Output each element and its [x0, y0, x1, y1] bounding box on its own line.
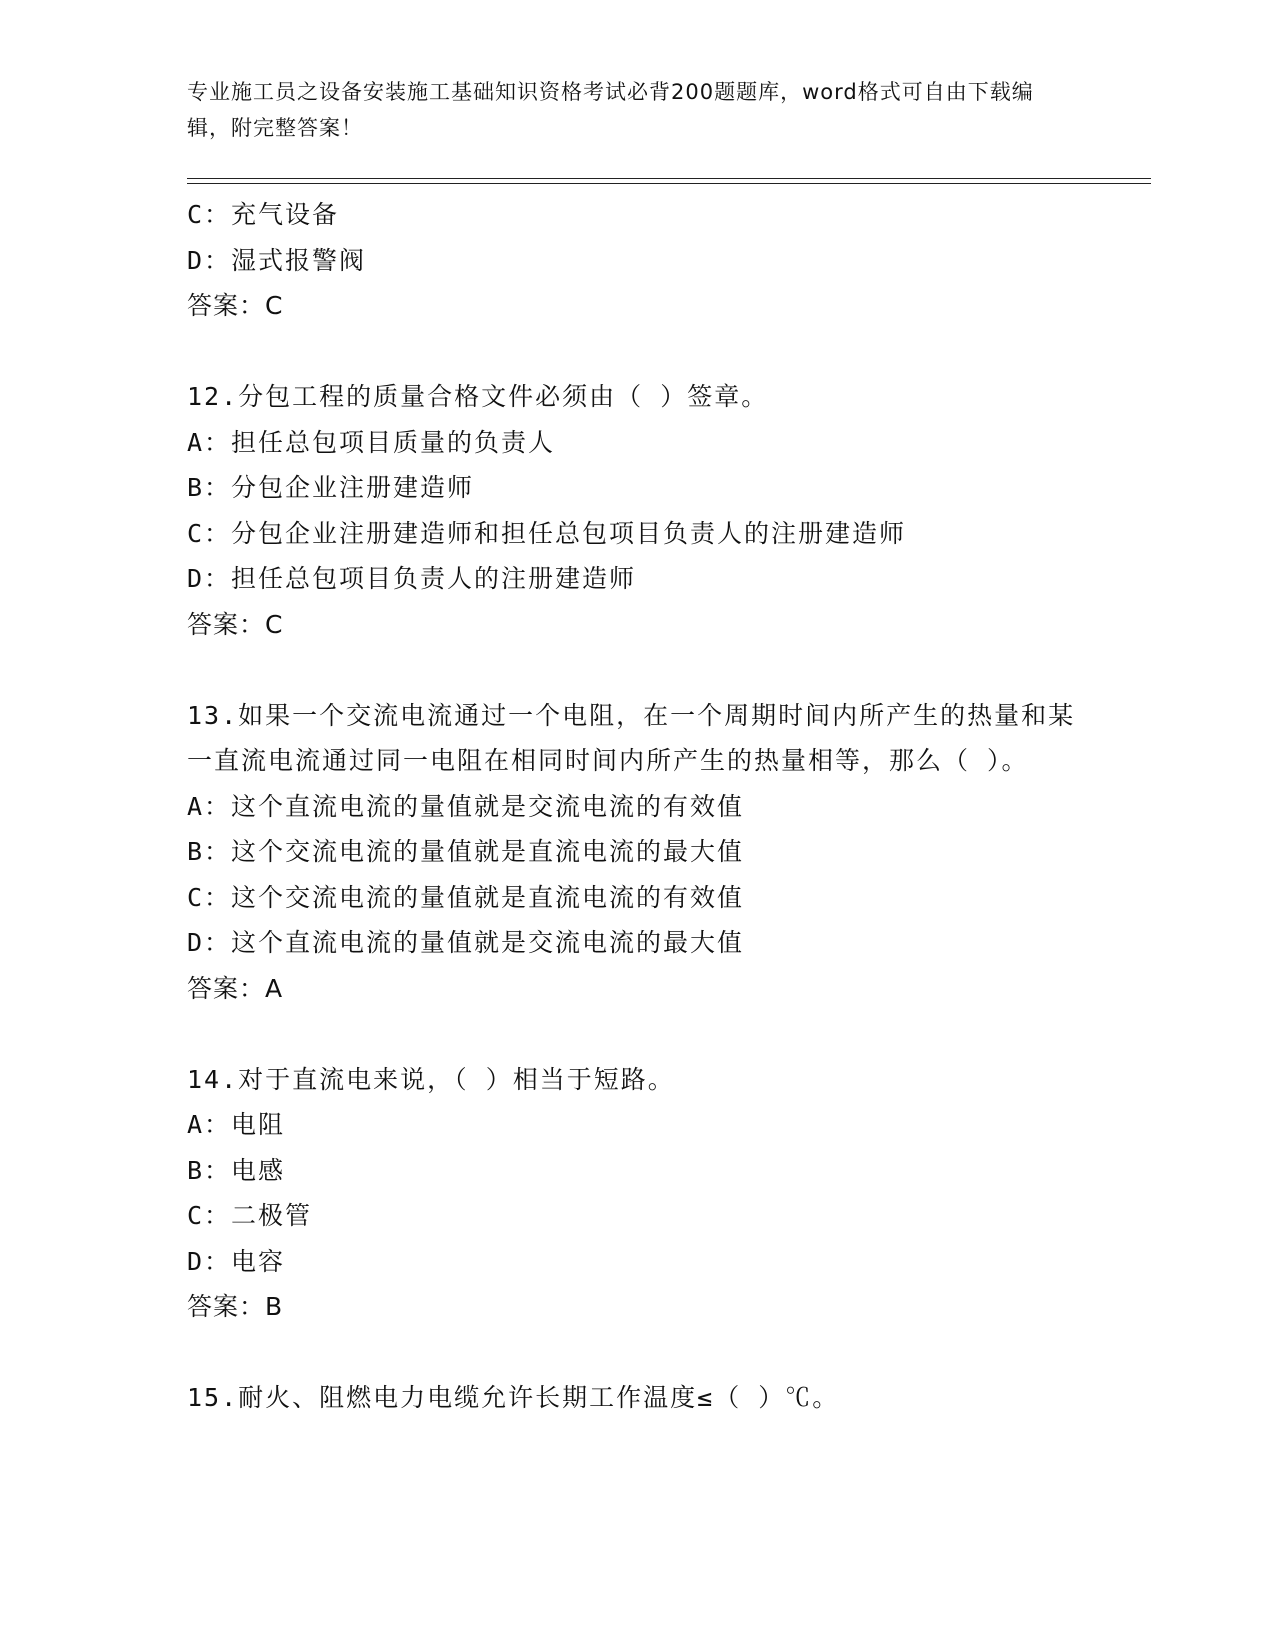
header-divider-top: [187, 178, 1151, 179]
spacer: [187, 1330, 1147, 1376]
spacer: [187, 1011, 1147, 1057]
spacer: [187, 647, 1147, 693]
option-c: C：分包企业注册建造师和担任总包项目负责人的注册建造师: [187, 518, 907, 548]
document-header: 专业施工员之设备安装施工基础知识资格考试必背200题题库，word格式可自由下载编辑，附完整答案！: [187, 80, 1034, 140]
question-12: [187, 374, 1147, 647]
answer-line: 答案：C: [187, 291, 284, 320]
option-c: C：这个交流电流的量值就是直流电流的有效值: [187, 882, 745, 912]
question-content: [187, 192, 1147, 1421]
option-d: D：这个直流电流的量值就是交流电流的最大值: [187, 928, 745, 957]
spacer: [187, 329, 1147, 375]
question-15: [187, 1375, 1147, 1421]
answer-line: 答案：B: [187, 1292, 284, 1321]
option-c: C：充气设备: [187, 200, 340, 229]
header-divider-bottom: [187, 183, 1151, 184]
option-b: B：电感: [187, 1155, 286, 1185]
option-a: A：担任总包项目质量的负责人: [187, 427, 556, 457]
question-14: [187, 1057, 1147, 1330]
question-stem: 15.耐火、阻燃电力电缆允许长期工作温度≤（ ）℃。: [187, 1383, 840, 1412]
option-a: A：电阻: [187, 1110, 286, 1139]
answer-line: 答案：C: [187, 609, 284, 639]
option-a: A：这个直流电流的量值就是交流电流的有效值: [187, 791, 745, 821]
option-d: D：湿式报警阀: [187, 245, 367, 275]
question-11-continuation: [187, 192, 1147, 329]
option-b: B：分包企业注册建造师: [187, 473, 475, 502]
question-stem: 12.分包工程的质量合格文件必须由（ ）签章。: [187, 382, 769, 411]
option-b: B：这个交流电流的量值就是直流电流的最大值: [187, 837, 745, 866]
question-13: [187, 693, 1147, 1012]
option-d: D：电容: [187, 1246, 286, 1276]
question-stem: 14.对于直流电来说，（ ）相当于短路。: [187, 1064, 675, 1094]
option-d: D：担任总包项目负责人的注册建造师: [187, 564, 637, 593]
question-stem: 13.如果一个交流电流通过一个电阻，在一个周期时间内所产生的热量和某一直流电流通过同一电阻在相同时间内所产生的热量相等，那么（ ）。: [187, 700, 1076, 775]
answer-line: 答案：A: [187, 973, 284, 1003]
option-c: C：二极管: [187, 1201, 313, 1230]
